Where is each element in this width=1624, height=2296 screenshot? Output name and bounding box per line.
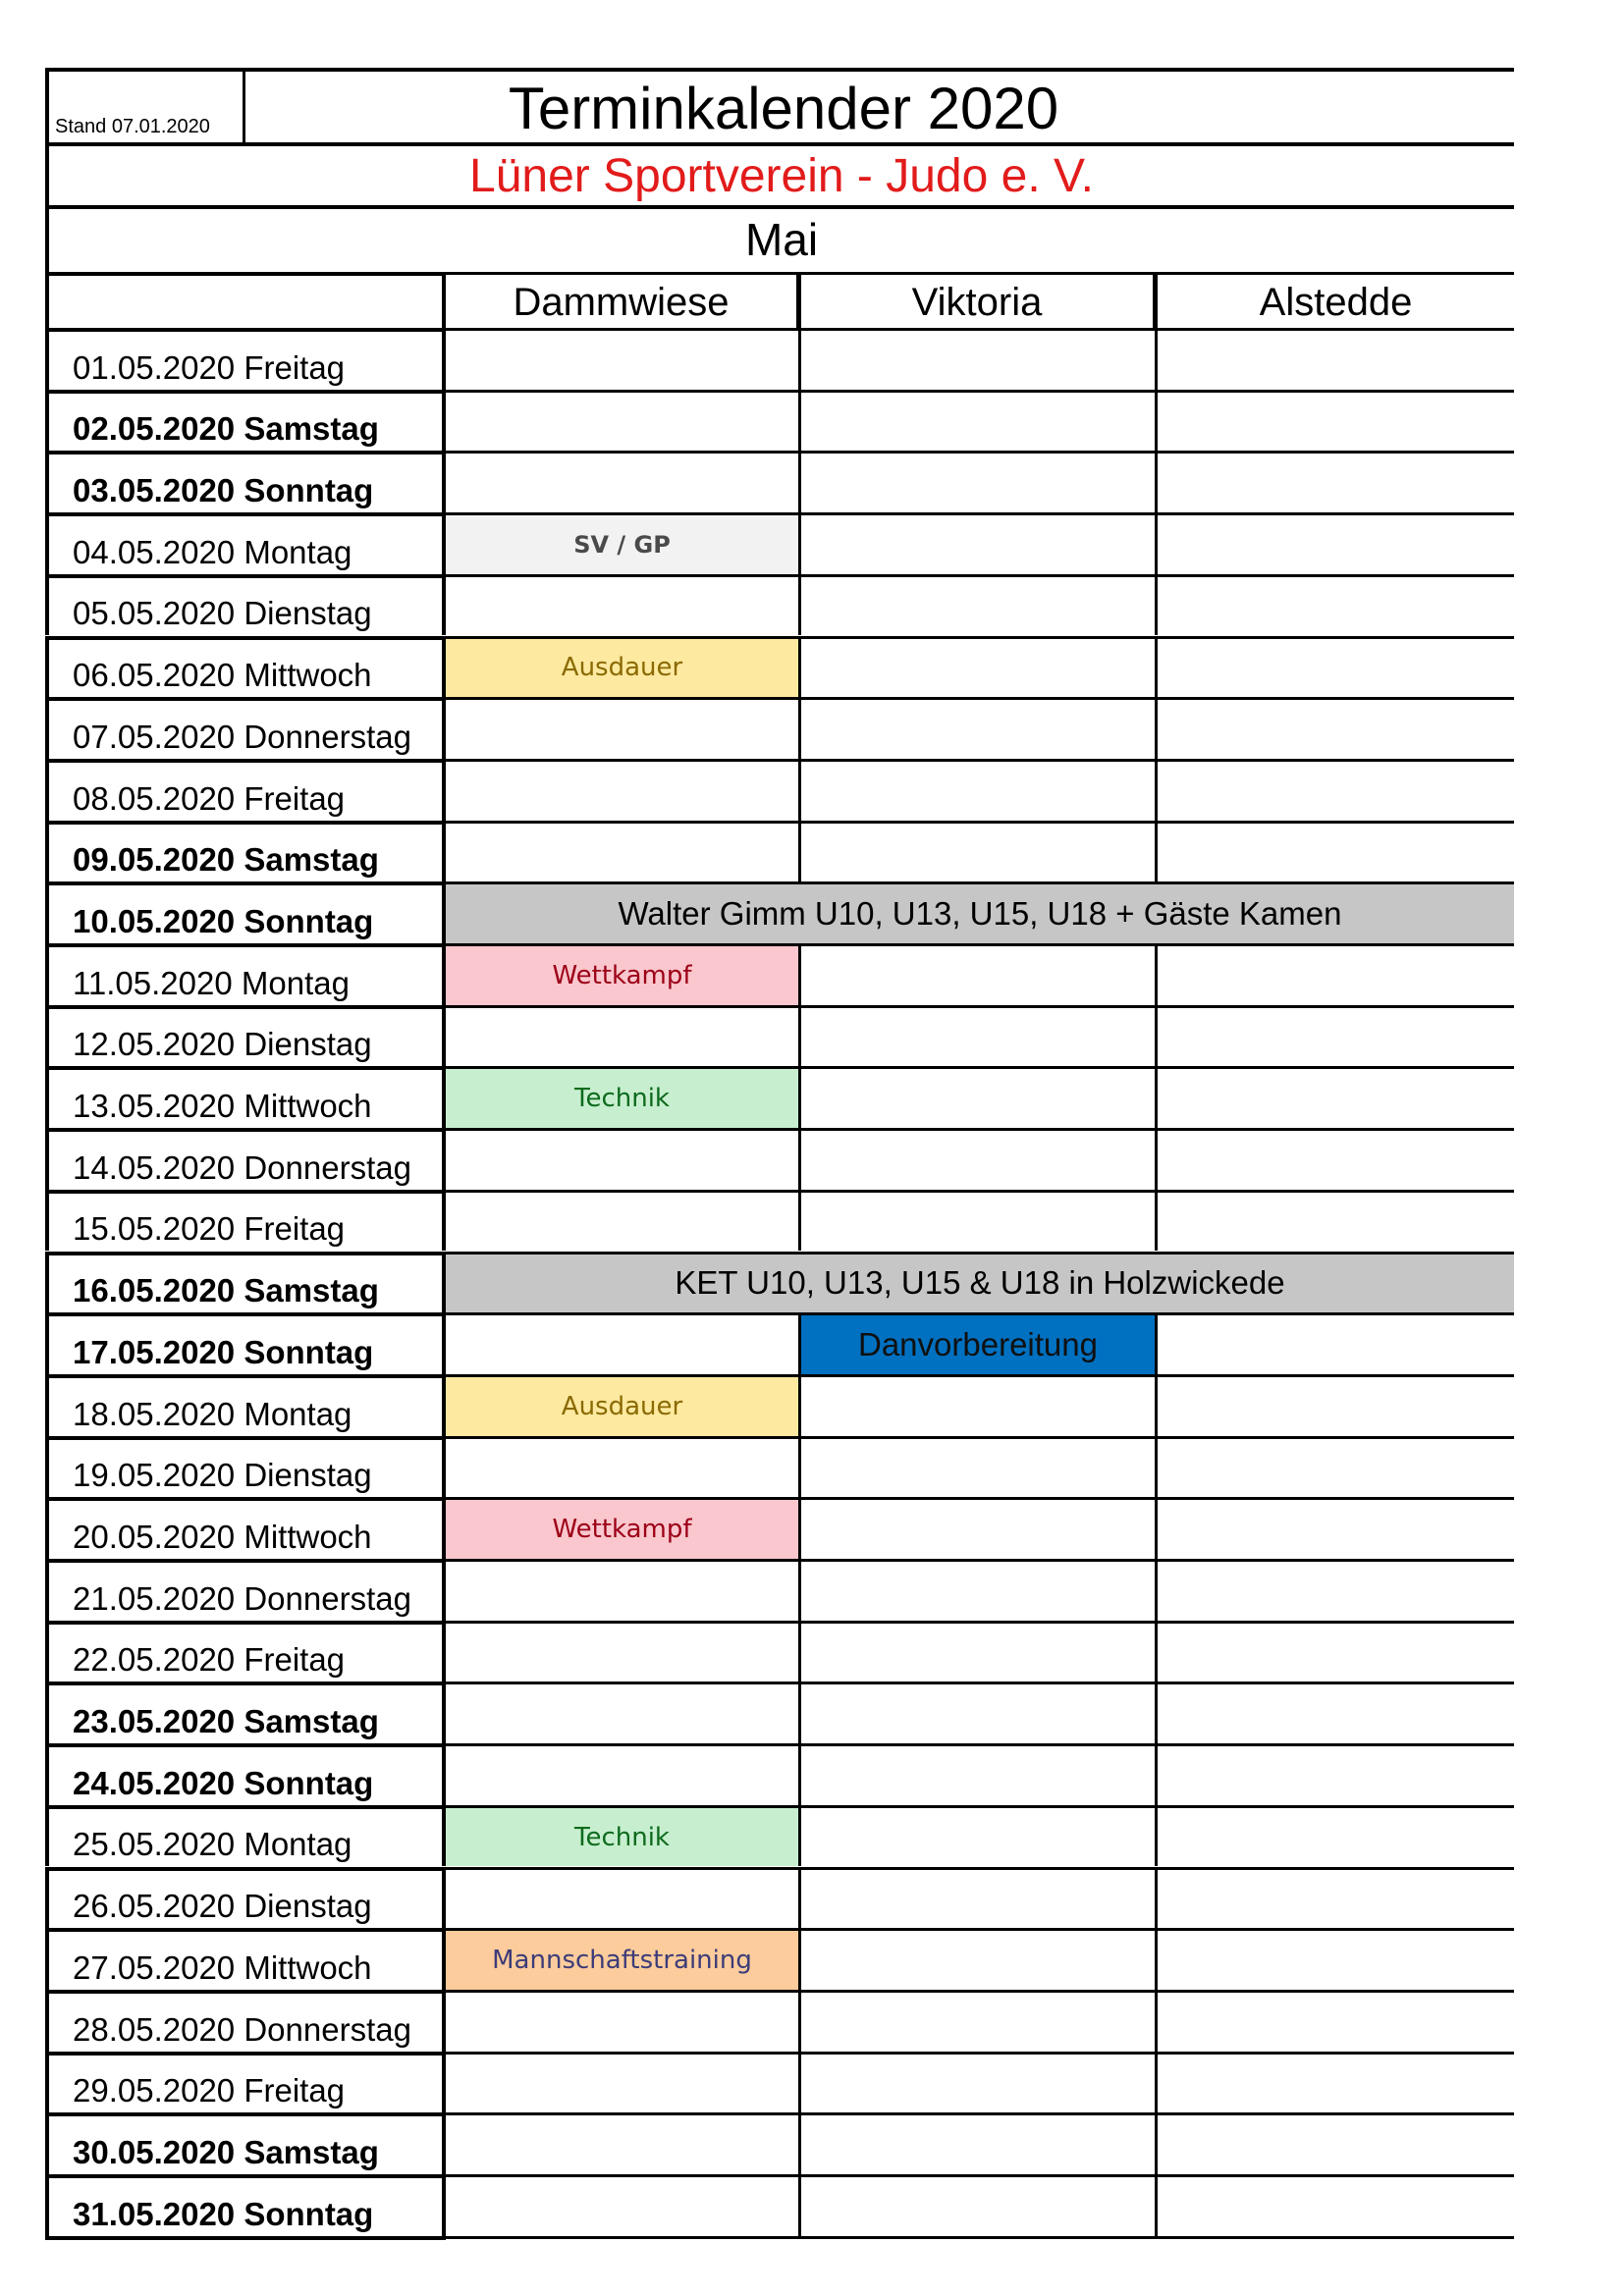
empty-cell-alstedde — [1158, 1743, 1514, 1805]
empty-cell-viktoria — [801, 1682, 1158, 1743]
table-row — [45, 512, 1514, 574]
date-cell: 23.05.2020 Samstag — [45, 1682, 446, 1743]
column-header-alstedde: Alstedde — [1158, 272, 1514, 330]
date-cell: 05.05.2020 Dienstag — [45, 574, 446, 636]
table-row — [45, 881, 1514, 943]
table-row — [45, 1559, 1514, 1621]
date-cell: 24.05.2020 Sonntag — [45, 1743, 446, 1805]
event-cell-dammwiese: Ausdauer — [446, 636, 801, 698]
table-row — [45, 1005, 1514, 1067]
event-cell-dammwiese: Technik — [446, 1805, 801, 1867]
empty-cell-alstedde — [1158, 2112, 1514, 2174]
empty-cell-dammwiese — [446, 574, 801, 636]
empty-cell-viktoria — [801, 1374, 1158, 1436]
empty-cell-alstedde — [1158, 1066, 1514, 1128]
empty-cell-alstedde — [1158, 1497, 1514, 1559]
empty-cell-alstedde — [1158, 1621, 1514, 1682]
empty-cell-alstedde — [1158, 2174, 1514, 2236]
empty-cell-viktoria — [801, 821, 1158, 882]
date-cell: 21.05.2020 Donnerstag — [45, 1559, 446, 1621]
empty-cell-dammwiese — [446, 328, 801, 390]
empty-cell-alstedde — [1158, 1374, 1514, 1436]
event-cell-dammwiese: Ausdauer — [446, 1374, 801, 1436]
date-cell: 04.05.2020 Montag — [45, 512, 446, 574]
event-cell-dammwiese: SV / GP — [446, 512, 801, 574]
month-title: Mai — [45, 205, 1514, 272]
date-cell: 22.05.2020 Freitag — [45, 1621, 446, 1682]
empty-cell-viktoria — [801, 1990, 1158, 2052]
date-cell: 14.05.2020 Donnerstag — [45, 1128, 446, 1190]
empty-cell-viktoria — [801, 390, 1158, 452]
empty-cell-alstedde — [1158, 636, 1514, 698]
event-cell-viktoria: Danvorbereitung — [801, 1312, 1158, 1374]
column-header-viktoria: Viktoria — [801, 272, 1158, 330]
empty-cell-dammwiese — [446, 451, 801, 512]
empty-cell-dammwiese — [446, 2174, 801, 2236]
empty-cell-alstedde — [1158, 1805, 1514, 1867]
empty-cell-dammwiese — [446, 697, 801, 759]
empty-cell-viktoria — [801, 1621, 1158, 1682]
empty-cell-alstedde — [1158, 451, 1514, 512]
empty-cell-viktoria — [801, 1190, 1158, 1252]
empty-cell-viktoria — [801, 1805, 1158, 1867]
empty-cell-viktoria — [801, 451, 1158, 512]
empty-cell-viktoria — [801, 1436, 1158, 1498]
empty-cell-dammwiese — [446, 1005, 801, 1067]
empty-cell-viktoria — [801, 697, 1158, 759]
date-cell: 08.05.2020 Freitag — [45, 759, 446, 821]
empty-cell-alstedde — [1158, 1990, 1514, 2052]
empty-cell-alstedde — [1158, 1682, 1514, 1743]
date-cell: 17.05.2020 Sonntag — [45, 1312, 446, 1374]
empty-cell-alstedde — [1158, 574, 1514, 636]
date-cell: 30.05.2020 Samstag — [45, 2112, 446, 2174]
table-row — [45, 1252, 1514, 1313]
table-row — [45, 390, 1514, 452]
date-cell: 27.05.2020 Mittwoch — [45, 1928, 446, 1990]
empty-cell-viktoria — [801, 636, 1158, 698]
empty-cell-alstedde — [1158, 1867, 1514, 1929]
table-row — [45, 697, 1514, 759]
empty-cell-viktoria — [801, 1928, 1158, 1990]
empty-cell-alstedde — [1158, 512, 1514, 574]
empty-cell-viktoria — [801, 1743, 1158, 1805]
empty-cell-viktoria — [801, 1867, 1158, 1929]
event-cell-dammwiese: Wettkampf — [446, 943, 801, 1005]
empty-cell-viktoria — [801, 1128, 1158, 1190]
table-row — [45, 1621, 1514, 1682]
date-cell: 06.05.2020 Mittwoch — [45, 636, 446, 698]
empty-cell-dammwiese — [446, 1312, 801, 1374]
column-header-row — [45, 272, 1514, 334]
empty-cell-alstedde — [1158, 2052, 1514, 2113]
empty-cell-viktoria — [801, 574, 1158, 636]
span-event-cell: KET U10, U13, U15 & U18 in Holzwickede — [446, 1252, 1514, 1313]
empty-cell-viktoria — [801, 1005, 1158, 1067]
table-row — [45, 2174, 1514, 2236]
table-row — [45, 943, 1514, 1005]
empty-cell-dammwiese — [446, 1743, 801, 1805]
table-row — [45, 1682, 1514, 1743]
table-row — [45, 1436, 1514, 1498]
empty-cell-alstedde — [1158, 390, 1514, 452]
date-cell: 19.05.2020 Dienstag — [45, 1436, 446, 1498]
empty-cell-dammwiese — [446, 1621, 801, 1682]
date-cell: 11.05.2020 Montag — [45, 943, 446, 1005]
date-cell: 15.05.2020 Freitag — [45, 1190, 446, 1252]
table-row — [45, 1990, 1514, 2052]
date-cell: 02.05.2020 Samstag — [45, 390, 446, 452]
empty-cell-viktoria — [801, 1559, 1158, 1621]
event-cell-dammwiese: Wettkampf — [446, 1497, 801, 1559]
empty-cell-alstedde — [1158, 943, 1514, 1005]
column-header-dammwiese: Dammwiese — [446, 272, 801, 330]
date-cell: 07.05.2020 Donnerstag — [45, 697, 446, 759]
table-row — [45, 636, 1514, 698]
table-row — [45, 1374, 1514, 1436]
table-row — [45, 759, 1514, 821]
club-name: Lüner Sportverein - Judo e. V. — [45, 142, 1514, 209]
empty-cell-viktoria — [801, 2052, 1158, 2113]
table-row — [45, 1928, 1514, 1990]
date-cell: 10.05.2020 Sonntag — [45, 881, 446, 943]
empty-cell-dammwiese — [446, 759, 801, 821]
event-cell-dammwiese: Technik — [446, 1066, 801, 1128]
empty-cell-dammwiese — [446, 1990, 801, 2052]
table-row — [45, 451, 1514, 512]
stand-date: Stand 07.01.2020 — [49, 72, 245, 146]
empty-cell-viktoria — [801, 1066, 1158, 1128]
table-row — [45, 1867, 1514, 1929]
empty-cell-alstedde — [1158, 328, 1514, 390]
table-row — [45, 821, 1514, 882]
table-row — [45, 1190, 1514, 1252]
empty-cell-viktoria — [801, 759, 1158, 821]
empty-cell-dammwiese — [446, 1190, 801, 1252]
empty-cell-dammwiese — [446, 1128, 801, 1190]
empty-cell-alstedde — [1158, 1559, 1514, 1621]
span-event-cell: Walter Gimm U10, U13, U15, U18 + Gäste Kamen — [446, 881, 1514, 943]
empty-cell-alstedde — [1158, 821, 1514, 882]
empty-cell-viktoria — [801, 1497, 1158, 1559]
date-cell: 20.05.2020 Mittwoch — [45, 1497, 446, 1559]
column-header-date — [45, 272, 446, 330]
date-cell: 28.05.2020 Donnerstag — [45, 1990, 446, 2052]
empty-cell-dammwiese — [446, 821, 801, 882]
date-cell: 29.05.2020 Freitag — [45, 2052, 446, 2113]
date-column-bottom-border — [45, 2236, 446, 2240]
table-row — [45, 1743, 1514, 1805]
table-row — [45, 1066, 1514, 1128]
empty-cell-alstedde — [1158, 1005, 1514, 1067]
table-row — [45, 2052, 1514, 2113]
empty-cell-viktoria — [801, 2112, 1158, 2174]
date-cell: 13.05.2020 Mittwoch — [45, 1066, 446, 1128]
empty-cell-dammwiese — [446, 390, 801, 452]
page-title: Terminkalender 2020 — [508, 76, 1059, 141]
empty-cell-viktoria — [801, 512, 1158, 574]
table-row — [45, 328, 1514, 390]
date-cell: 12.05.2020 Dienstag — [45, 1005, 446, 1067]
empty-cell-dammwiese — [446, 1867, 801, 1929]
empty-cell-dammwiese — [446, 2112, 801, 2174]
empty-cell-alstedde — [1158, 1436, 1514, 1498]
empty-cell-alstedde — [1158, 1190, 1514, 1252]
empty-cell-alstedde — [1158, 697, 1514, 759]
empty-cell-alstedde — [1158, 1128, 1514, 1190]
table-row — [45, 1312, 1514, 1374]
title-row — [45, 68, 1514, 146]
empty-cell-dammwiese — [446, 1682, 801, 1743]
date-cell: 31.05.2020 Sonntag — [45, 2174, 446, 2236]
table-row — [45, 1497, 1514, 1559]
empty-cell-alstedde — [1158, 1928, 1514, 1990]
date-cell: 16.05.2020 Samstag — [45, 1252, 446, 1313]
table-row — [45, 574, 1514, 636]
date-cell: 18.05.2020 Montag — [45, 1374, 446, 1436]
empty-cell-alstedde — [1158, 1312, 1514, 1374]
table-row — [45, 1128, 1514, 1190]
empty-cell-dammwiese — [446, 2052, 801, 2113]
date-cell: 25.05.2020 Montag — [45, 1805, 446, 1867]
empty-cell-dammwiese — [446, 1436, 801, 1498]
empty-cell-viktoria — [801, 328, 1158, 390]
table-row — [45, 2112, 1514, 2174]
empty-cell-dammwiese — [446, 1559, 801, 1621]
empty-cell-alstedde — [1158, 759, 1514, 821]
empty-cell-viktoria — [801, 2174, 1158, 2236]
date-cell: 26.05.2020 Dienstag — [45, 1867, 446, 1929]
empty-cell-viktoria — [801, 943, 1158, 1005]
table-row — [45, 1805, 1514, 1867]
date-cell: 03.05.2020 Sonntag — [45, 451, 446, 512]
event-cell-dammwiese: Mannschaftstraining — [446, 1928, 801, 1990]
date-cell: 01.05.2020 Freitag — [45, 328, 446, 390]
date-cell: 09.05.2020 Samstag — [45, 821, 446, 882]
